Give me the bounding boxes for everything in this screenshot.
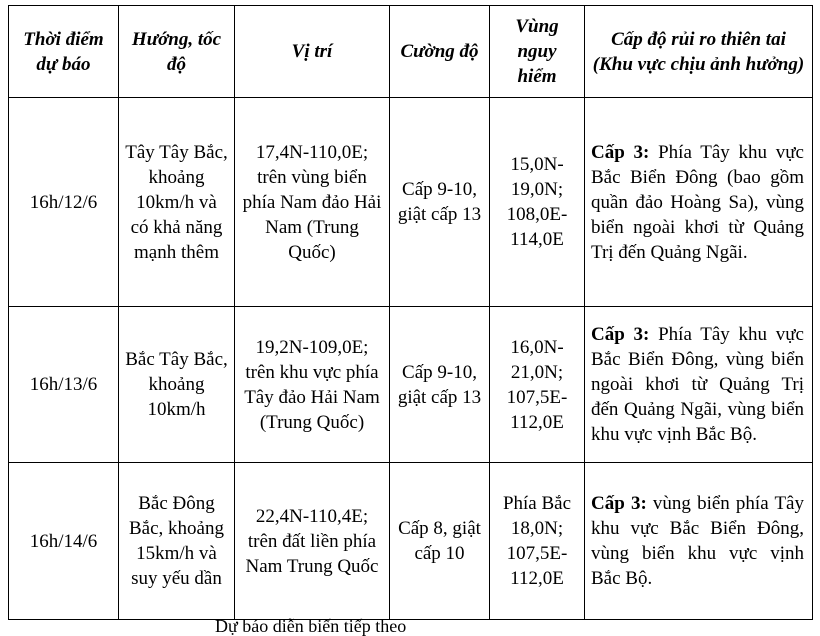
table-row: [9, 463, 813, 620]
cell-time: 16h/14/6: [9, 463, 119, 620]
forecast-table: [8, 5, 813, 620]
cell-danger-zone: Phía Bắc 18,0N; 107,5E-112,0E: [490, 463, 585, 620]
header-position: Vị trí: [235, 6, 390, 98]
risk-text: Phía Tây khu vực Bắc Biển Đông, vùng biển ngoài khơi từ Quảng Trị đến Quảng Ngãi, vùng biển khu vực vịnh Bắc Bộ.: [591, 324, 804, 445]
cell-intensity: Cấp 9-10, giật cấp 13: [390, 98, 490, 307]
cell-risk-level: [585, 98, 813, 307]
cut-off-text-line: Dự báo diễn biến tiếp theo: [215, 616, 407, 636]
cell-time: 16h/13/6: [9, 307, 119, 463]
header-risk-level: Cấp độ rủi ro thiên tai (Khu vực chịu ảnh hưởng): [585, 6, 813, 98]
table-row: [9, 98, 813, 307]
cell-position: 22,4N-110,4E; trên đất liền phía Nam Trung Quốc: [235, 463, 390, 620]
cell-direction: Tây Tây Bắc, khoảng 10km/h và có khả năng mạnh thêm: [119, 98, 235, 307]
risk-label: Cấp 3:: [591, 493, 647, 514]
risk-label: Cấp 3:: [591, 324, 650, 345]
cell-risk-level: [585, 463, 813, 620]
risk-label: Cấp 3:: [591, 141, 650, 163]
cell-intensity: Cấp 8, giật cấp 10: [390, 463, 490, 620]
header-time: Thời điểm dự báo: [9, 6, 119, 98]
header-danger-zone: Vùng nguy hiểm: [490, 6, 585, 98]
cell-position: 17,4N-110,0E; trên vùng biển phía Nam đảo Hải Nam (Trung Quốc): [235, 98, 390, 307]
cell-position: 19,2N-109,0E; trên khu vực phía Tây đảo Hải Nam (Trung Quốc): [235, 307, 390, 463]
risk-text: Phía Tây khu vực Bắc Biển Đông (bao gồm quần đảo Hoàng Sa), vùng biển ngoài khơi từ Quảng Trị đến Quảng Ngãi.: [591, 141, 804, 263]
cell-time: 16h/12/6: [9, 98, 119, 307]
header-intensity: Cường độ: [390, 6, 490, 98]
cell-danger-zone: 15,0N-19,0N; 108,0E-114,0E: [490, 98, 585, 307]
table-row: [9, 307, 813, 463]
cell-intensity: Cấp 9-10, giật cấp 13: [390, 307, 490, 463]
cell-danger-zone: 16,0N-21,0N; 107,5E-112,0E: [490, 307, 585, 463]
cell-direction: Bắc Đông Bắc, khoảng 15km/h và suy yếu dần: [119, 463, 235, 620]
header-row: [9, 6, 813, 98]
header-direction: Hướng, tốc độ: [119, 6, 235, 98]
cell-direction: Bắc Tây Bắc, khoảng 10km/h: [119, 307, 235, 463]
cell-risk-level: [585, 307, 813, 463]
risk-text: vùng biển phía Tây khu vực Bắc Biển Đông, vùng biển khu vực vịnh Bắc Bộ.: [591, 493, 804, 589]
